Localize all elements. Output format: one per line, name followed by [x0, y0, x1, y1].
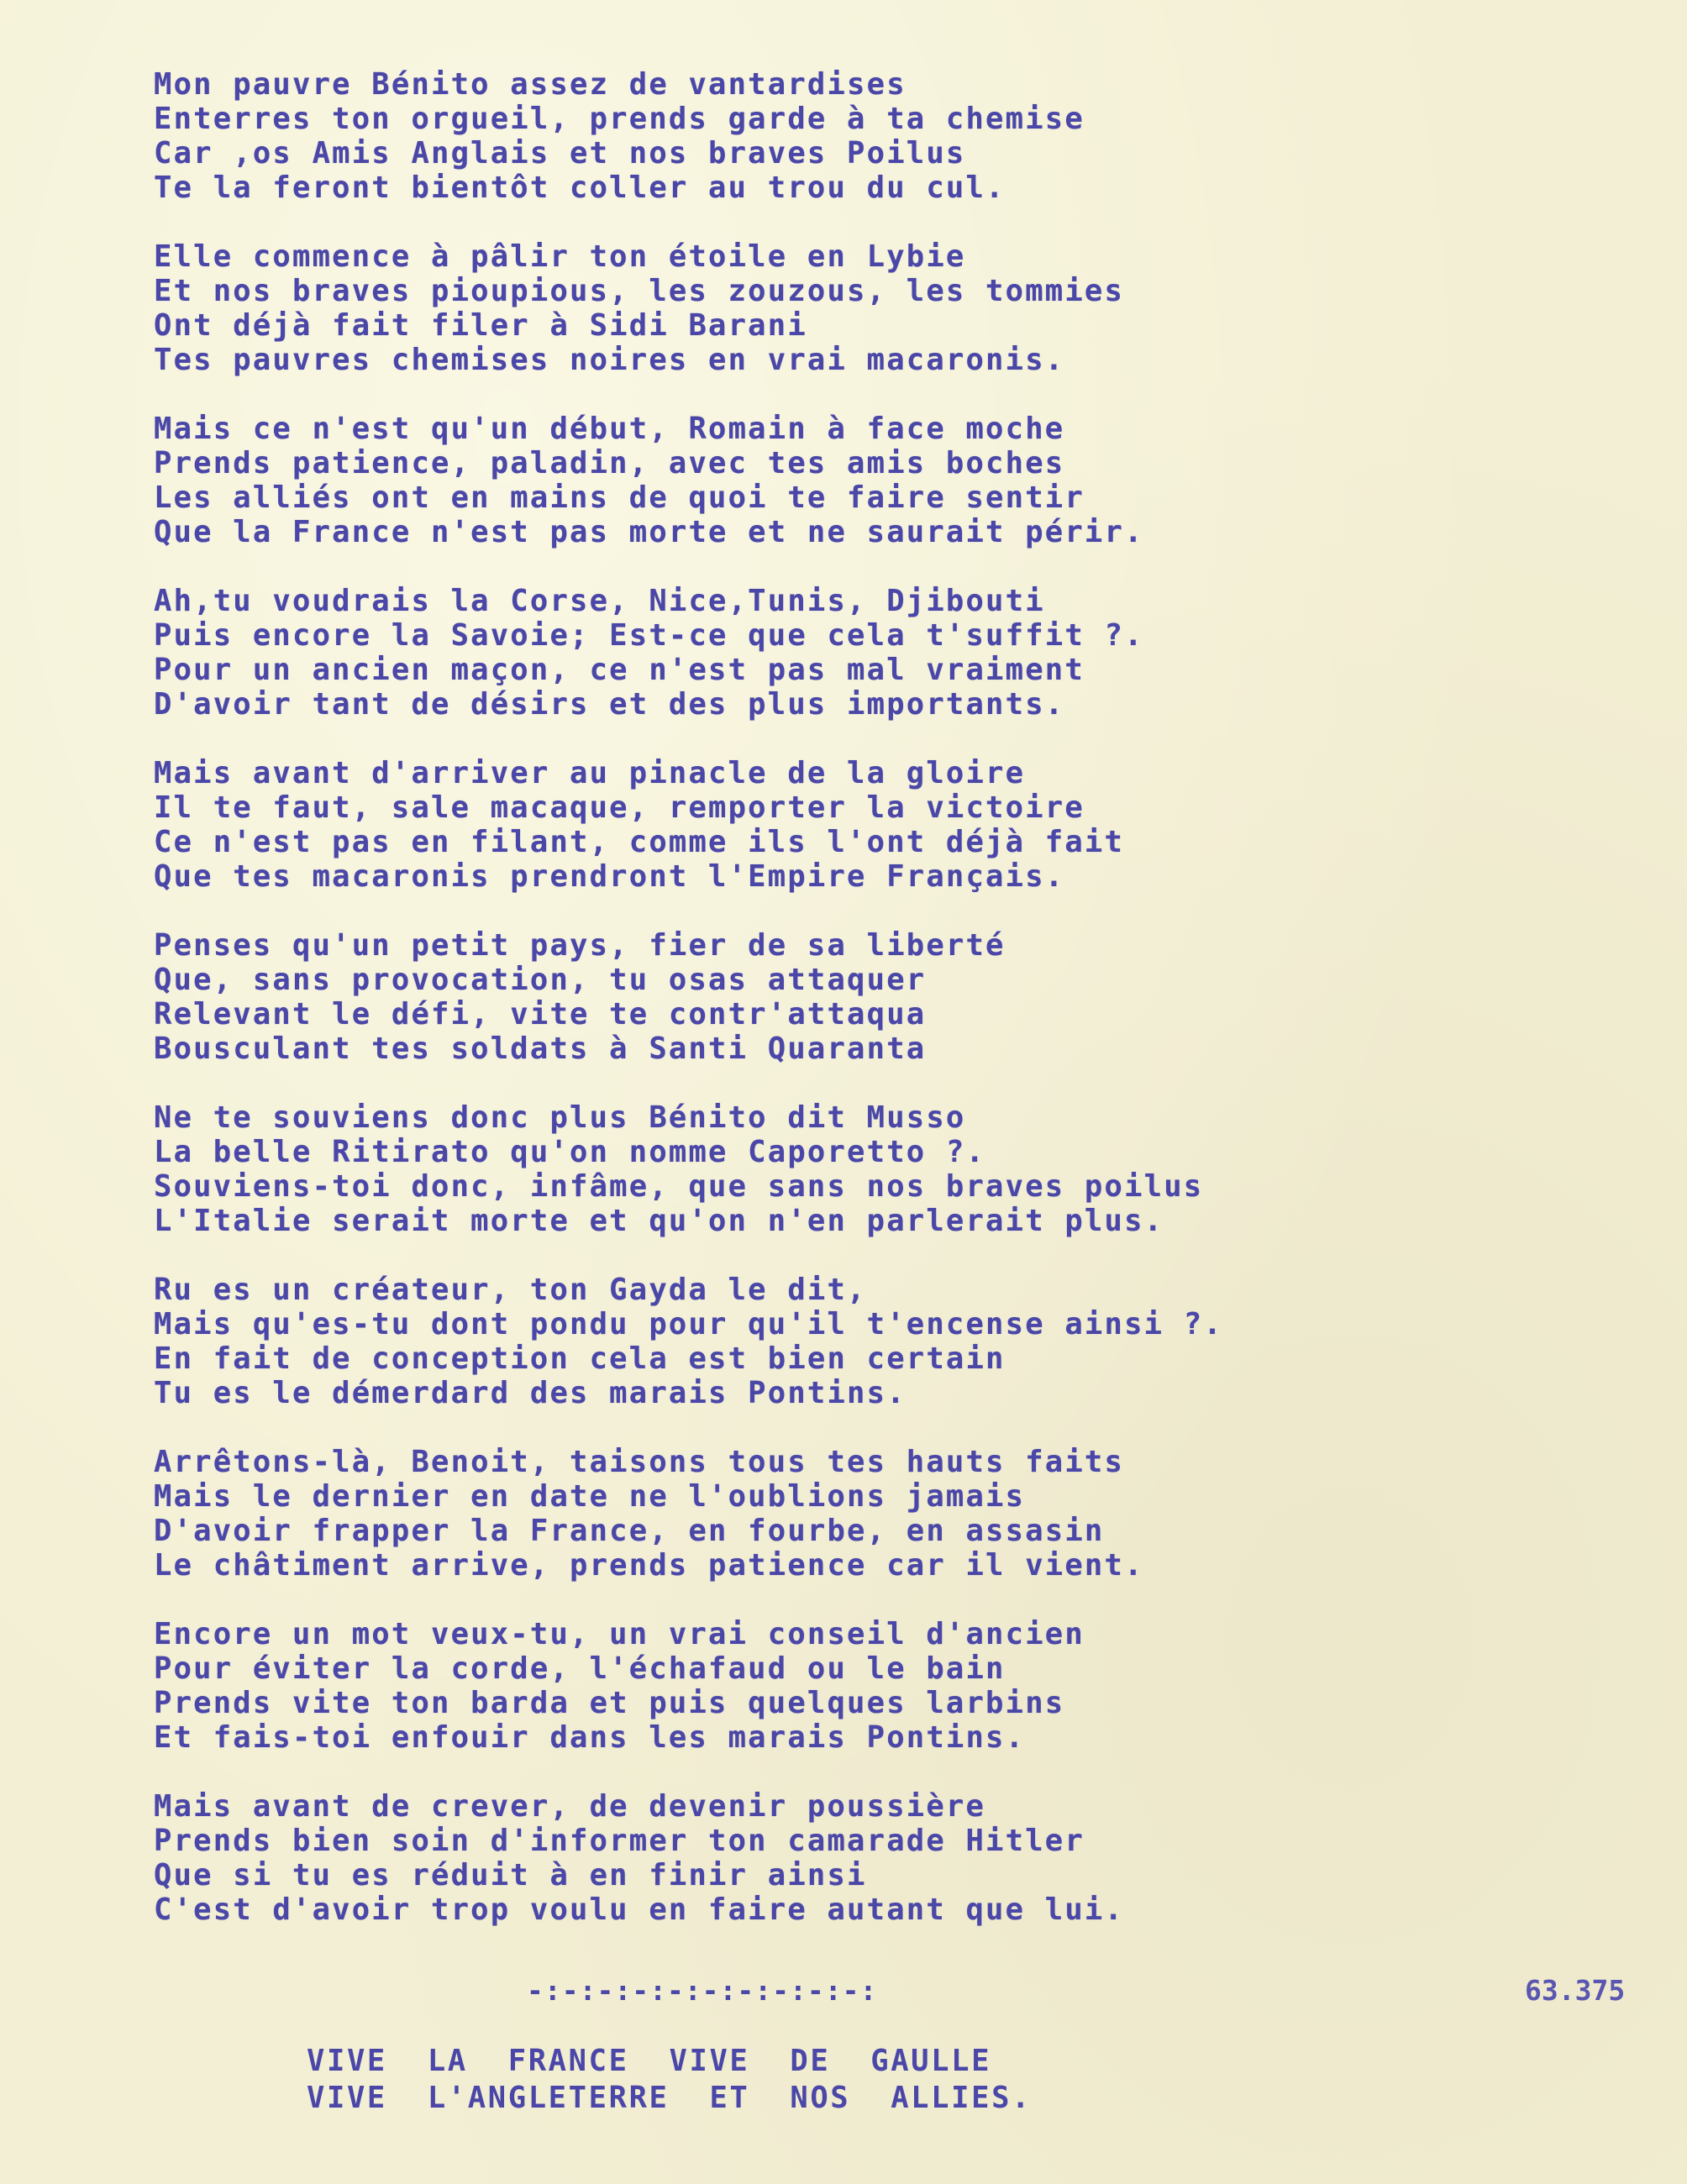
poem-line: Ah,tu voudrais la Corse, Nice,Tunis, Djibouti: [154, 584, 1045, 618]
poem-line: Puis encore la Savoie; Est-ce que cela t'suffit ?.: [154, 618, 1144, 653]
poem-line: Pour éviter la corde, l'échafaud ou le bain: [154, 1651, 1006, 1686]
poem-line: Prends vite ton barda et puis quelques larbins: [154, 1686, 1065, 1720]
poem-line: Te la feront bientôt coller au trou du cul.: [154, 171, 1006, 205]
poem-stanza: [154, 239, 1464, 377]
poem-line: Mais ce n'est qu'un début, Romain à face moche: [154, 412, 1065, 446]
poem-line: Ne te souviens donc plus Bénito dit Musso: [154, 1100, 966, 1135]
slogan-line: VIVE LA FRANCE VIVE DE GAULLE: [307, 2044, 992, 2078]
poem-line: Pour un ancien maçon, ce n'est pas mal vraiment: [154, 653, 1085, 687]
reference-number: 63.375: [1525, 1974, 1626, 2007]
poem-line: Mais avant d'arriver au pinacle de la gloire: [154, 756, 1026, 790]
poem-stanza: [154, 1445, 1464, 1583]
poem-line: Le châtiment arrive, prends patience car il vient.: [154, 1548, 1144, 1583]
poem-line: Ce n'est pas en filant, comme ils l'ont déjà fait: [154, 825, 1125, 859]
poem-line: Mais qu'es-tu dont pondu pour qu'il t'encense ainsi ?.: [154, 1307, 1223, 1341]
poem-body: [154, 67, 1464, 1961]
poem-line: C'est d'avoir trop voulu en faire autant que lui.: [154, 1893, 1125, 1927]
poem-stanza: [154, 1100, 1464, 1238]
separator-line: -:-:-:-:-:-:-:-:-:-:: [527, 1974, 878, 2007]
poem-stanza: [154, 1789, 1464, 1927]
poem-line: Et fais-toi enfouir dans les marais Pontins.: [154, 1720, 1026, 1755]
poem-line: Mais avant de crever, de devenir poussière: [154, 1789, 986, 1824]
poem-line: Prends bien soin d'informer ton camarade Hitler: [154, 1824, 1085, 1858]
poem-stanza: [154, 1617, 1464, 1755]
poem-line: Mon pauvre Bénito assez de vantardises: [154, 67, 907, 102]
poem-line: Il te faut, sale macaque, remporter la victoire: [154, 790, 1085, 825]
poem-line: Que si tu es réduit à en finir ainsi: [154, 1858, 867, 1893]
poem-line: Penses qu'un petit pays, fier de sa liberté: [154, 928, 1006, 963]
poem-line: En fait de conception cela est bien certain: [154, 1341, 1006, 1376]
poem-line: Enterres ton orgueil, prends garde à ta chemise: [154, 102, 1085, 136]
poem-line: Souviens-toi donc, infâme, que sans nos braves poilus: [154, 1169, 1204, 1204]
poem-line: Les alliés ont en mains de quoi te faire sentir: [154, 480, 1085, 515]
poem-stanza: [154, 1273, 1464, 1410]
poem-line: Elle commence à pâlir ton étoile en Lybie: [154, 239, 966, 274]
slogan-line: VIVE L'ANGLETERRE ET NOS ALLIES.: [307, 2081, 1033, 2115]
poem-line: Relevant le défi, vite te contr'attaqua: [154, 997, 927, 1032]
poem-line: La belle Ritirato qu'on nomme Caporetto ?.: [154, 1135, 986, 1169]
poem-line: Ru es un créateur, ton Gayda le dit,: [154, 1273, 867, 1307]
poem-line: Que tes macaronis prendront l'Empire Français.: [154, 859, 1065, 894]
poem-stanza: [154, 756, 1464, 894]
poem-line: Prends patience, paladin, avec tes amis boches: [154, 446, 1065, 480]
poem-line: Car ,os Amis Anglais et nos braves Poilus: [154, 136, 966, 171]
poem-stanza: [154, 412, 1464, 549]
poem-line: Arrêtons-là, Benoit, taisons tous tes hauts faits: [154, 1445, 1125, 1479]
poem-line: D'avoir tant de désirs et des plus importants.: [154, 687, 1065, 722]
poem-stanza: [154, 928, 1464, 1066]
poem-line: Tu es le démerdard des marais Pontins.: [154, 1376, 907, 1410]
poem-line: Mais le dernier en date ne l'oublions jamais: [154, 1479, 1026, 1514]
poem-line: Tes pauvres chemises noires en vrai macaronis.: [154, 343, 1065, 377]
poem-line: Que la France n'est pas morte et ne saurait périr.: [154, 515, 1144, 549]
poem-line: Et nos braves pioupious, les zouzous, les tommies: [154, 274, 1125, 308]
poem-line: D'avoir frapper la France, en fourbe, en assasin: [154, 1514, 1105, 1548]
closing-slogans: [307, 2043, 1032, 2117]
poem-stanza: [154, 67, 1464, 205]
poem-line: Encore un mot veux-tu, un vrai conseil d'ancien: [154, 1617, 1085, 1651]
poem-line: Bousculant tes soldats à Santi Quaranta: [154, 1032, 927, 1066]
poem-line: Ont déjà fait filer à Sidi Barani: [154, 308, 807, 343]
poem-line: L'Italie serait morte et qu'on n'en parlerait plus.: [154, 1204, 1164, 1238]
poem-line: Que, sans provocation, tu osas attaquer: [154, 963, 927, 997]
poem-stanza: [154, 584, 1464, 722]
